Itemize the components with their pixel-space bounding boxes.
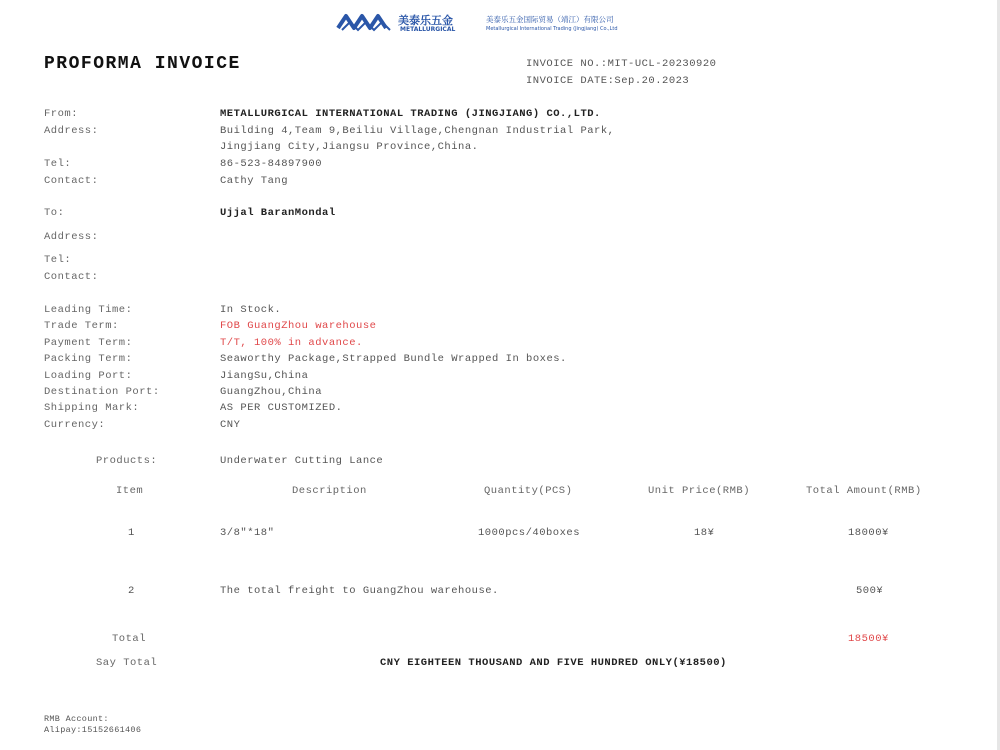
wave-logo-icon <box>336 12 392 32</box>
leading-time: In Stock. <box>220 304 282 316</box>
row1-description: 3/8"*18" <box>220 527 275 539</box>
from-contact: Cathy Tang <box>220 175 289 187</box>
to-address-label: Address: <box>44 231 99 243</box>
say-total-value: CNY EIGHTEEN THOUSAND AND FIVE HUNDRED ONLY(¥18500) <box>380 657 727 669</box>
logo-brand-en: METALLURGICAL <box>400 26 456 33</box>
company-logo <box>336 12 392 37</box>
row1-total: 18000¥ <box>848 527 889 539</box>
from-label: From: <box>44 108 79 120</box>
packing-term: Seaworthy Package,Strapped Bundle Wrapped In boxes. <box>220 353 567 365</box>
destination-port: GuangZhou,China <box>220 386 323 398</box>
payment-term: T/T, 100% in advance. <box>220 337 363 349</box>
rmb-account-label: RMB Account: <box>44 714 109 724</box>
invoice-date: INVOICE DATE:Sep.20.2023 <box>526 75 690 87</box>
to-contact-label: Contact: <box>44 271 99 283</box>
trade-term-label: Trade Term: <box>44 320 119 332</box>
col-header-item: Item <box>116 485 144 497</box>
from-tel: 86-523-84897900 <box>220 158 323 170</box>
from-address-label: Address: <box>44 125 99 137</box>
logo-company-en: Metallurgical International Trading (Jingjiang) Co.,Ltd <box>486 26 618 32</box>
shipping-mark-label: Shipping Mark: <box>44 402 140 414</box>
payment-term-label: Payment Term: <box>44 337 133 349</box>
products-label: Products: <box>96 455 158 467</box>
loading-port: JiangSu,China <box>220 370 309 382</box>
to-label: To: <box>44 207 65 219</box>
logo-company-cn: 美泰乐五金国际贸易（靖江）有限公司 <box>486 15 614 24</box>
from-value: METALLURGICAL INTERNATIONAL TRADING (JINGJIANG) CO.,LTD. <box>220 108 601 120</box>
total-value: 18500¥ <box>848 633 889 645</box>
to-value: Ujjal BaranMondal <box>220 207 336 219</box>
page-title: PROFORMA INVOICE <box>44 54 241 74</box>
currency-label: Currency: <box>44 419 106 431</box>
packing-term-label: Packing Term: <box>44 353 133 365</box>
loading-port-label: Loading Port: <box>44 370 133 382</box>
alipay-account: Alipay:15152661406 <box>44 725 142 735</box>
products-value: Underwater Cutting Lance <box>220 455 384 467</box>
col-header-description: Description <box>292 485 367 497</box>
shipping-mark: AS PER CUSTOMIZED. <box>220 402 343 414</box>
logo-brand-cn: 美泰乐五金 <box>398 14 453 27</box>
row1-quantity: 1000pcs/40boxes <box>478 527 581 539</box>
leading-time-label: Leading Time: <box>44 304 133 316</box>
from-address-line2: Jingjiang City,Jiangsu Province,China. <box>220 141 479 153</box>
col-header-total-amount: Total Amount(RMB) <box>806 485 922 497</box>
row2-item: 2 <box>128 585 135 597</box>
invoice-number: INVOICE NO.:MIT-UCL-20230920 <box>526 58 717 70</box>
trade-term: FOB GuangZhou warehouse <box>220 320 377 332</box>
destination-port-label: Destination Port: <box>44 386 160 398</box>
from-address-line1: Building 4,Team 9,Beiliu Village,Chengnan Industrial Park, <box>220 125 615 137</box>
col-header-unit-price: Unit Price(RMB) <box>648 485 751 497</box>
row2-description: The total freight to GuangZhou warehouse. <box>220 585 499 597</box>
from-contact-label: Contact: <box>44 175 99 187</box>
to-tel-label: Tel: <box>44 254 72 266</box>
from-tel-label: Tel: <box>44 158 72 170</box>
row2-total: 500¥ <box>856 585 884 597</box>
say-total-label: Say Total <box>96 657 158 669</box>
total-label: Total <box>112 633 147 645</box>
currency: CNY <box>220 419 241 431</box>
col-header-quantity: Quantity(PCS) <box>484 485 573 497</box>
row1-item: 1 <box>128 527 135 539</box>
row1-unit-price: 18¥ <box>694 527 715 539</box>
